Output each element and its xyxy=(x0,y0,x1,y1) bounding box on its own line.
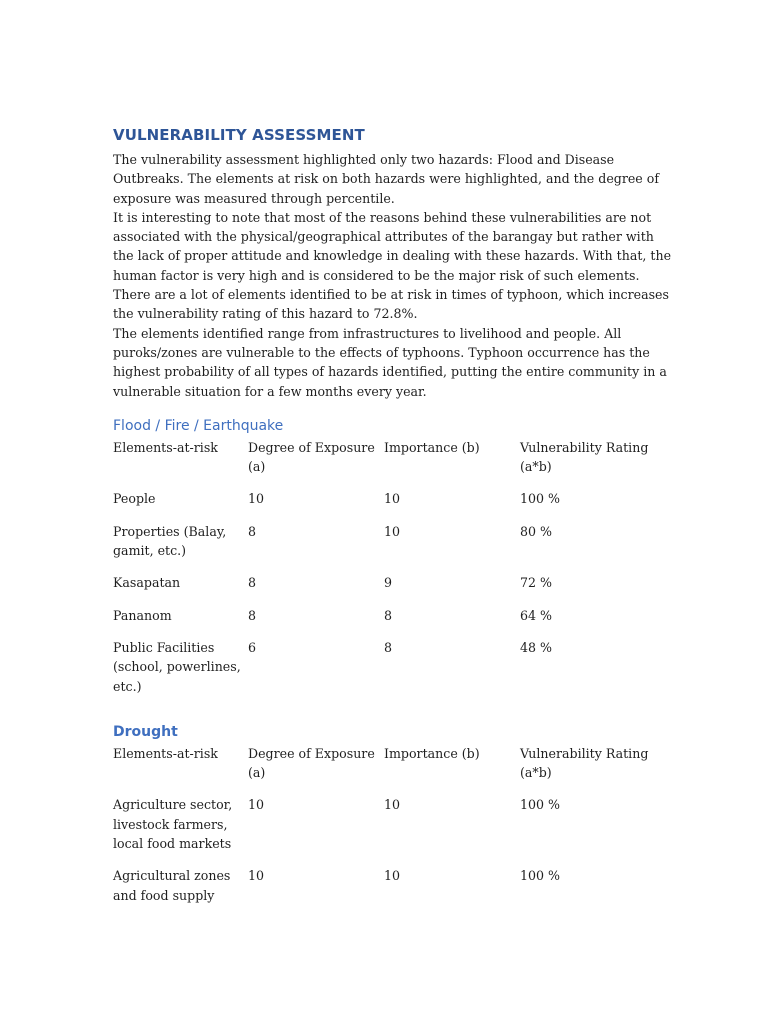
cell-rating: 48 % xyxy=(520,639,552,655)
cell-exposure: 6 xyxy=(248,639,257,655)
cell-importance: 8 xyxy=(384,607,393,623)
table-row xyxy=(113,866,673,905)
cell-rating: 100 % xyxy=(520,797,561,813)
cell-exposure: 10 xyxy=(248,868,265,884)
table-row xyxy=(113,489,673,508)
cell-element: People xyxy=(113,491,156,507)
table-row xyxy=(113,573,673,592)
cell-rating: 100 % xyxy=(520,491,561,507)
cell-rating: 64 % xyxy=(520,607,552,623)
paragraph-2: It is interesting to note that most of the reasons behind these vulnerabilities are not associated with the physical/geographical attributes of the barangay but rather with the lack of proper attitude and knowledge in dealing with these hazards. With that, the human factor is very high and is considered to be the major risk of such elements. xyxy=(113,209,672,283)
cell-importance: 9 xyxy=(384,575,393,591)
cell-element: Agriculture sector, livestock farmers, local food markets xyxy=(113,797,233,852)
cell-exposure: 8 xyxy=(248,607,257,623)
cell-exposure: 8 xyxy=(248,575,257,591)
table-row xyxy=(113,638,673,696)
cell-importance: 10 xyxy=(384,797,401,813)
table-row xyxy=(113,606,673,625)
cell-importance: 10 xyxy=(384,523,401,539)
column-header-elements: Elements-at-risk xyxy=(113,745,218,761)
cell-exposure: 10 xyxy=(248,491,265,507)
column-header-elements: Elements-at-risk xyxy=(113,439,218,455)
table-row xyxy=(113,795,673,853)
table-header-row xyxy=(113,744,673,783)
column-header-rating: Vulnerability Rating (a*b) xyxy=(520,439,649,475)
cell-importance: 8 xyxy=(384,639,393,655)
cell-importance: 10 xyxy=(384,868,401,884)
cell-element: Pananom xyxy=(113,607,172,623)
cell-rating: 72 % xyxy=(520,575,552,591)
table-row xyxy=(113,522,673,561)
cell-element: Public Facilities (school, powerlines, etc.) xyxy=(113,639,241,694)
column-header-exposure: Degree of Exposure (a) xyxy=(248,745,375,781)
paragraph-4: The elements identified range from infrastructures to livelihood and people. All puroks/zones are vulnerable to the effects of typhoons. Typhoon occurrence has the highest probability of all types of hazards identified, putting the entire community in a vulnerable situation for a few months every year. xyxy=(113,325,667,399)
page-title: VULNERABILITY ASSESSMENT xyxy=(113,126,365,144)
cell-importance: 10 xyxy=(384,491,401,507)
column-header-rating: Vulnerability Rating (a*b) xyxy=(520,745,649,781)
cell-rating: 100 % xyxy=(520,868,561,884)
cell-rating: 80 % xyxy=(520,523,552,539)
cell-element: Agricultural zones and food supply xyxy=(113,868,231,903)
drought-section-heading: Drought xyxy=(113,723,178,740)
drought-risk-table xyxy=(113,744,673,905)
cell-element: Kasapatan xyxy=(113,575,181,591)
paragraph-3: There are a lot of elements identified to be at risk in times of typhoon, which increases the vulnerability rating of this hazard to 72.8%. xyxy=(113,287,669,322)
column-header-importance: Importance (b) xyxy=(384,439,480,455)
table-header-row xyxy=(113,438,673,477)
cell-exposure: 8 xyxy=(248,523,257,539)
column-header-exposure: Degree of Exposure (a) xyxy=(248,439,375,475)
flood-section-heading: Flood / Fire / Earthquake xyxy=(113,417,284,434)
cell-element: Properties (Balay, gamit, etc.) xyxy=(113,523,227,559)
column-header-importance: Importance (b) xyxy=(384,745,480,761)
document-page xyxy=(113,124,673,905)
flood-risk-table xyxy=(113,438,673,696)
cell-exposure: 10 xyxy=(248,797,265,813)
paragraph-1: The vulnerability assessment highlighted only two hazards: Flood and Disease Outbreaks. The elements at risk on both hazards were highlighted, and the degree of exposure was measured through percentile. xyxy=(113,152,660,206)
